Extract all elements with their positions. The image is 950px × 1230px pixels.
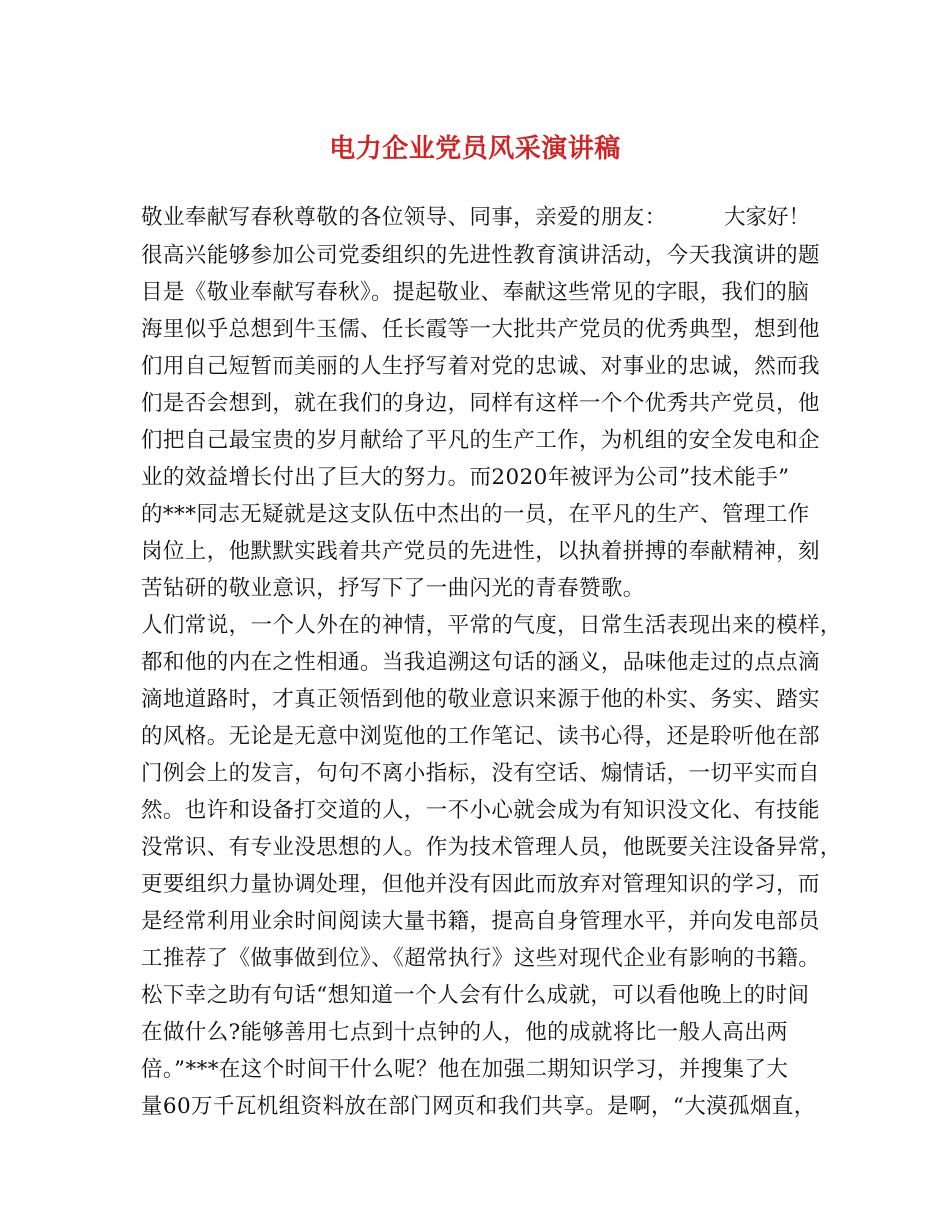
- text-line: 人们常说，一个人外在的神情，平常的气度，日常生活表现出来的模样，: [141, 613, 842, 638]
- text-line: 滴地道路时，才真正领悟到他的敬业意识来源于他的朴实、务实、踏实: [141, 687, 820, 712]
- text-line: 没常识、有专业没思想的人。作为技术管理人员，他既要关注设备异常，: [141, 835, 842, 860]
- text-line: 们用自己短暂而美丽的人生抒写着对党的忠诚、对事业的忠诚，然而我: [141, 354, 820, 379]
- text-line: 都和他的内在之性相通。当我追溯这句话的涵义，品味他走过的点点滴: [141, 650, 820, 675]
- text-line: 很高兴能够参加公司党委组织的先进性教育演讲活动，今天我演讲的题: [141, 243, 820, 268]
- text-line: 在做什么?能够善用七点到十点钟的人，他的成就将比一般人高出两: [141, 1020, 789, 1045]
- text-line: 倍。”***在这个时间干什么呢？他在加强二期知识学习，并搜集了大: [141, 1057, 789, 1082]
- text-line: 的风格。无论是无意中浏览他的工作笔记、读书心得，还是聆听他在部: [141, 724, 820, 749]
- text-line: 的***同志无疑就是这支队伍中杰出的一员，在平凡的生产、管理工作: [141, 502, 810, 527]
- text-line: 海里似乎总想到牛玉儒、任长霞等一大批共产党员的优秀典型，想到他: [141, 317, 820, 342]
- text-line: 们把自己最宝贵的岁月献给了平凡的生产工作，为机组的安全发电和企: [141, 428, 820, 453]
- text-line: 是经常利用业余时间阅读大量书籍，提高自身管理水平，并向发电部员: [141, 909, 820, 934]
- text-line: 岗位上，他默默实践着共产党员的先进性，以执着拼搏的奉献精神，刻: [141, 539, 820, 564]
- text-line: 目是《敬业奉献写春秋》。提起敬业、奉献这些常见的字眼，我们的脑: [141, 280, 810, 305]
- text-line: 松下幸之助有句话“想知道一个人会有什么成就，可以看他晚上的时间: [141, 983, 810, 1008]
- text-line: 敬业奉献写春秋尊敬的各位领导、同事，亲爱的朋友：: [141, 205, 667, 230]
- text-line: 然。也许和设备打交道的人，一不小心就会成为有知识没文化、有技能: [141, 798, 820, 823]
- greeting-text: 大家好！: [724, 205, 811, 230]
- text-line: 门例会上的发言，句句不离小指标，没有空话、煽情话，一切平实而自: [141, 761, 820, 786]
- text-line: 们是否会想到，就在我们的身边，同样有这样一个个优秀共产党员，他: [141, 391, 820, 416]
- text-line: 业的效益增长付出了巨大的努力。而2020年被评为公司”技术能手”: [141, 465, 790, 490]
- text-line: 工推荐了《做事做到位》、《超常执行》这些对现代企业有影响的书籍。: [141, 946, 821, 971]
- text-line: 更要组织力量协调处理，但他并没有因此而放弃对管理知识的学习，而: [141, 872, 820, 897]
- text-line: 苦钻研的敬业意识，抒写下了一曲闪光的青春赞歌。: [141, 576, 645, 601]
- document-title: 电力企业党员风采演讲稿: [329, 134, 621, 164]
- text-line: 量60万千瓦机组资料放在部门网页和我们共享。是啊，“大漠孤烟直，: [141, 1094, 816, 1119]
